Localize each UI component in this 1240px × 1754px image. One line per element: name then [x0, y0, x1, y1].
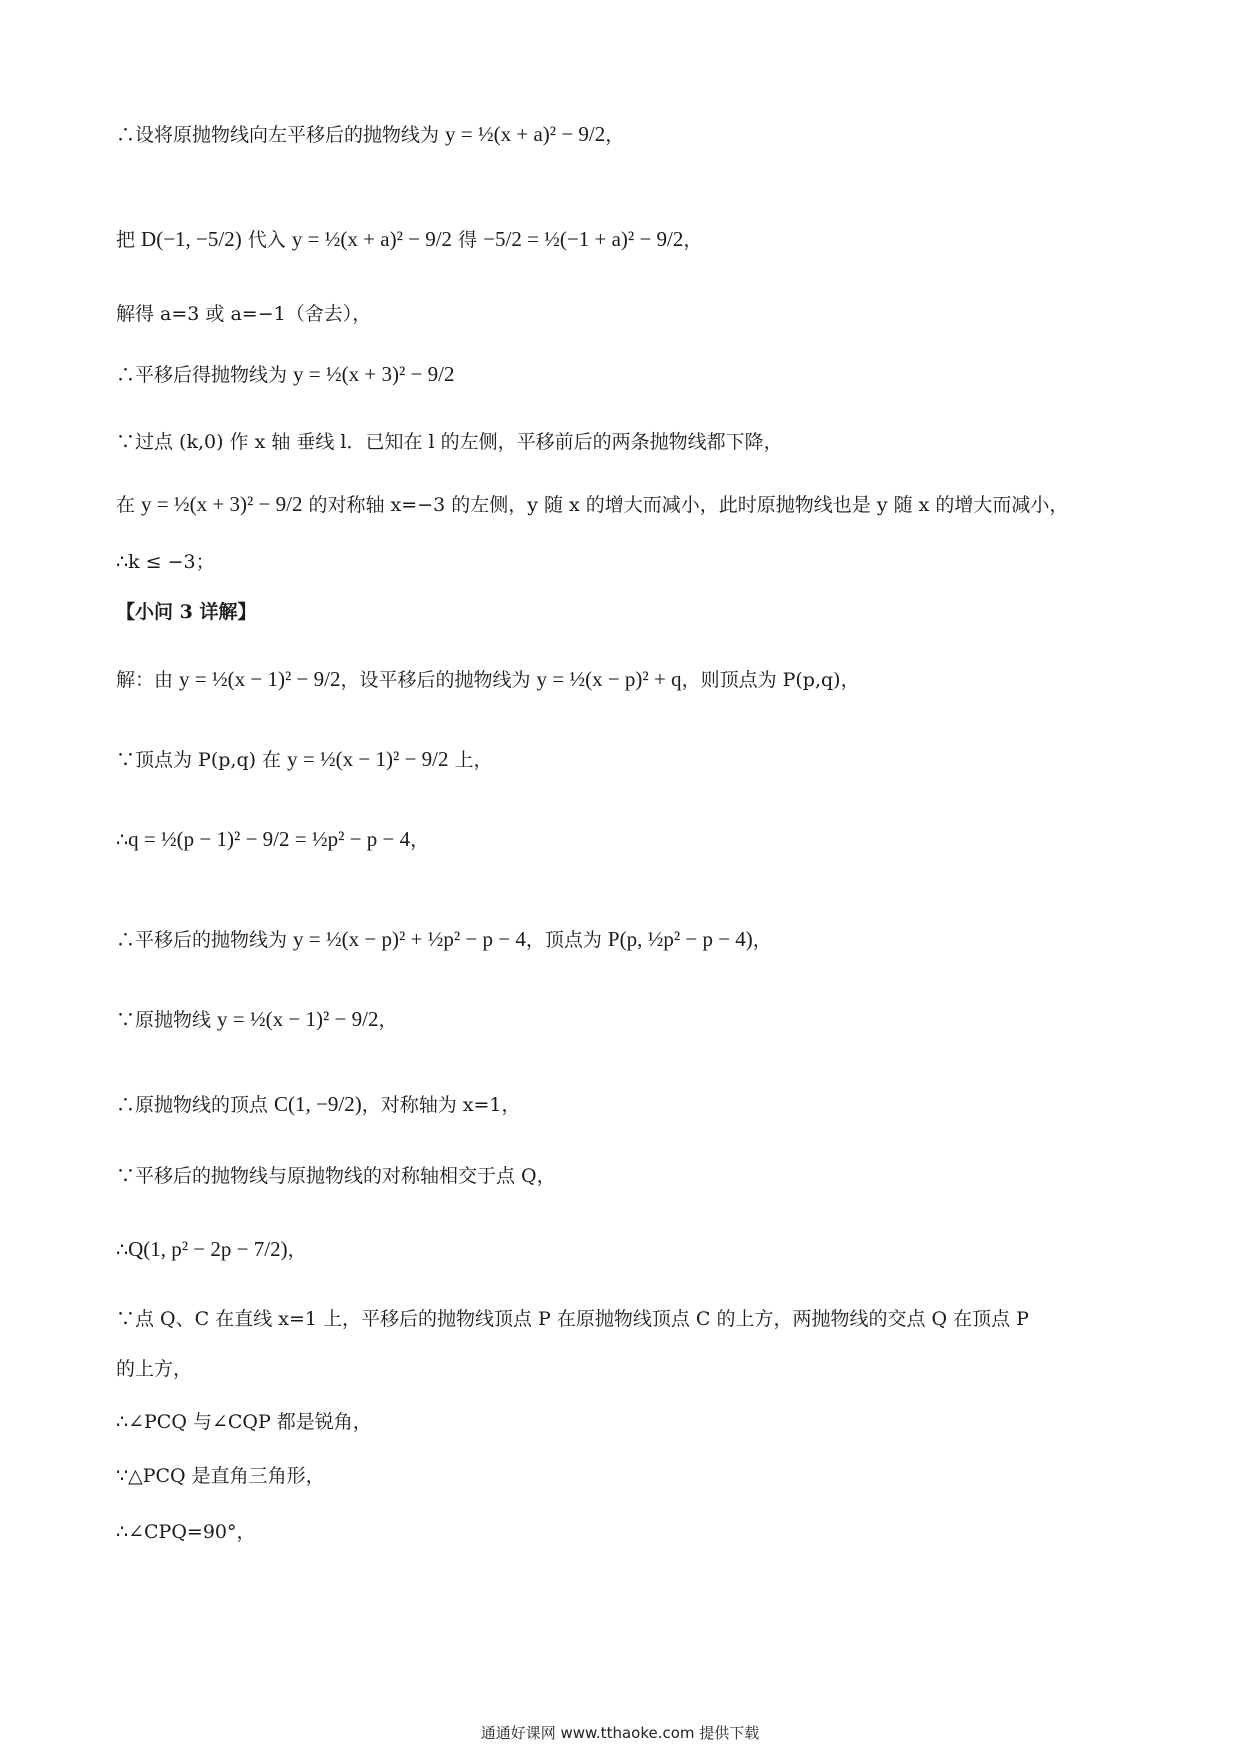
text-segment: ， — [752, 929, 772, 951]
formula: y = ½(x − p)² + q — [536, 667, 682, 691]
text-segment: 的上方， — [116, 1358, 193, 1380]
text-line-9 — [116, 665, 860, 694]
text-segment: ∴∠CPQ=90°， — [116, 1521, 256, 1543]
text-segment: ∵平移后的抛物线与原抛物线的对称轴相交于点 Q， — [116, 1165, 556, 1187]
text-segment: ∴平移后的抛物线为 — [116, 929, 294, 951]
text-segment: 得 — [452, 229, 484, 251]
text-segment: 解得 a=3 或 a=−1（舍去）， — [116, 303, 372, 325]
text-segment: ，则顶点为 P(p,q)， — [681, 669, 860, 691]
text-line-1 — [116, 120, 624, 149]
text-segment: ∵过点 (k,0) 作 x 轴 垂线 l．已知在 l 的左侧，平移前后的两条抛物线都下降， — [116, 431, 783, 453]
text-segment: 【小问 3 详解】 — [116, 601, 257, 623]
text-line-5 — [116, 428, 783, 456]
text-segment: ， — [410, 829, 430, 851]
text-line-8 — [116, 598, 256, 626]
text-segment: 的对称轴 x=−3 的左侧，y 随 x 的增大而减小，此时原抛物线也是 y 随 x 的增大而减小， — [302, 494, 1069, 516]
text-segment: ，设平移后的抛物线为 — [340, 669, 537, 691]
page-footer: 通通好课网 www.tthaoke.com 提供下载 — [480, 1724, 760, 1742]
text-segment: 在 — [116, 494, 142, 516]
formula: y = ½(x + a)² − 9/2 — [291, 227, 453, 251]
formula: D(−1, −5/2) — [141, 227, 242, 251]
text-line-10 — [116, 745, 493, 774]
text-line-21 — [116, 1518, 256, 1546]
text-line-6 — [116, 490, 1068, 519]
text-segment: ， — [605, 124, 625, 146]
formula: y = ½(x − 1)² − 9/2 — [179, 667, 341, 691]
text-segment: 解：由 — [116, 669, 180, 691]
text-line-11 — [116, 825, 429, 854]
text-segment: ∵顶点为 P(p,q) 在 — [116, 749, 288, 771]
text-segment: ，对称轴为 x=1， — [361, 1094, 521, 1116]
text-segment: ∴原抛物线的顶点 — [116, 1094, 275, 1116]
text-segment: ， — [683, 229, 703, 251]
formula: y = ½(x − 1)² − 9/2 — [287, 747, 449, 771]
text-segment: ∴平移后得抛物线为 — [116, 364, 294, 386]
formula: y = ½(x + a)² − 9/2 — [445, 122, 606, 146]
text-line-4 — [116, 360, 454, 389]
text-segment: ∴ — [116, 829, 129, 851]
text-segment: ∵△PCQ 是直角三角形， — [116, 1465, 325, 1487]
text-segment: ∵点 Q、C 在直线 x=1 上，平移后的抛物线顶点 P 在原抛物线顶点 C 的上方，两抛物线的交点 Q 在顶点 P — [116, 1308, 1029, 1330]
text-line-3 — [116, 300, 371, 328]
text-segment: ∴ — [116, 1239, 129, 1261]
text-segment: ∴k ≤ −3； — [116, 551, 215, 573]
text-segment: 把 — [116, 229, 142, 251]
formula: q = ½(p − 1)² − 9/2 = ½p² − p − 4 — [128, 827, 411, 851]
text-segment: ∴设将原抛物线向左平移后的抛物线为 — [116, 124, 446, 146]
formula: P(p, ½p² − p − 4) — [607, 927, 753, 951]
text-segment: ，顶点为 — [525, 929, 608, 951]
text-line-16 — [116, 1235, 307, 1264]
formula: y = ½(x − p)² + ½p² − p − 4 — [293, 927, 526, 951]
text-segment: ∵原抛物线 — [116, 1009, 218, 1031]
text-segment: ， — [378, 1009, 398, 1031]
text-line-20 — [116, 1462, 325, 1490]
text-line-19 — [116, 1408, 372, 1436]
text-line-2 — [116, 225, 702, 254]
formula: y = ½(x + 3)² − 9/2 — [293, 362, 455, 386]
formula: C(1, −9/2) — [274, 1092, 362, 1116]
text-line-13 — [116, 1005, 397, 1034]
text-segment: ， — [287, 1239, 307, 1261]
text-line-18 — [116, 1355, 192, 1383]
formula: y = ½(x − 1)² − 9/2 — [217, 1007, 379, 1031]
text-segment: ∴∠PCQ 与∠CQP 都是锐角， — [116, 1411, 372, 1433]
text-line-15 — [116, 1162, 556, 1190]
text-segment: 上， — [448, 749, 493, 771]
formula: y = ½(x + 3)² − 9/2 — [141, 492, 303, 516]
text-segment: 代入 — [241, 229, 292, 251]
text-line-17 — [116, 1305, 1029, 1333]
formula: −5/2 = ½(−1 + a)² − 9/2 — [483, 227, 684, 251]
formula: Q(1, p² − 2p − 7/2) — [128, 1237, 288, 1261]
text-line-7 — [116, 548, 215, 576]
text-line-12 — [116, 925, 772, 954]
text-line-14 — [116, 1090, 520, 1119]
